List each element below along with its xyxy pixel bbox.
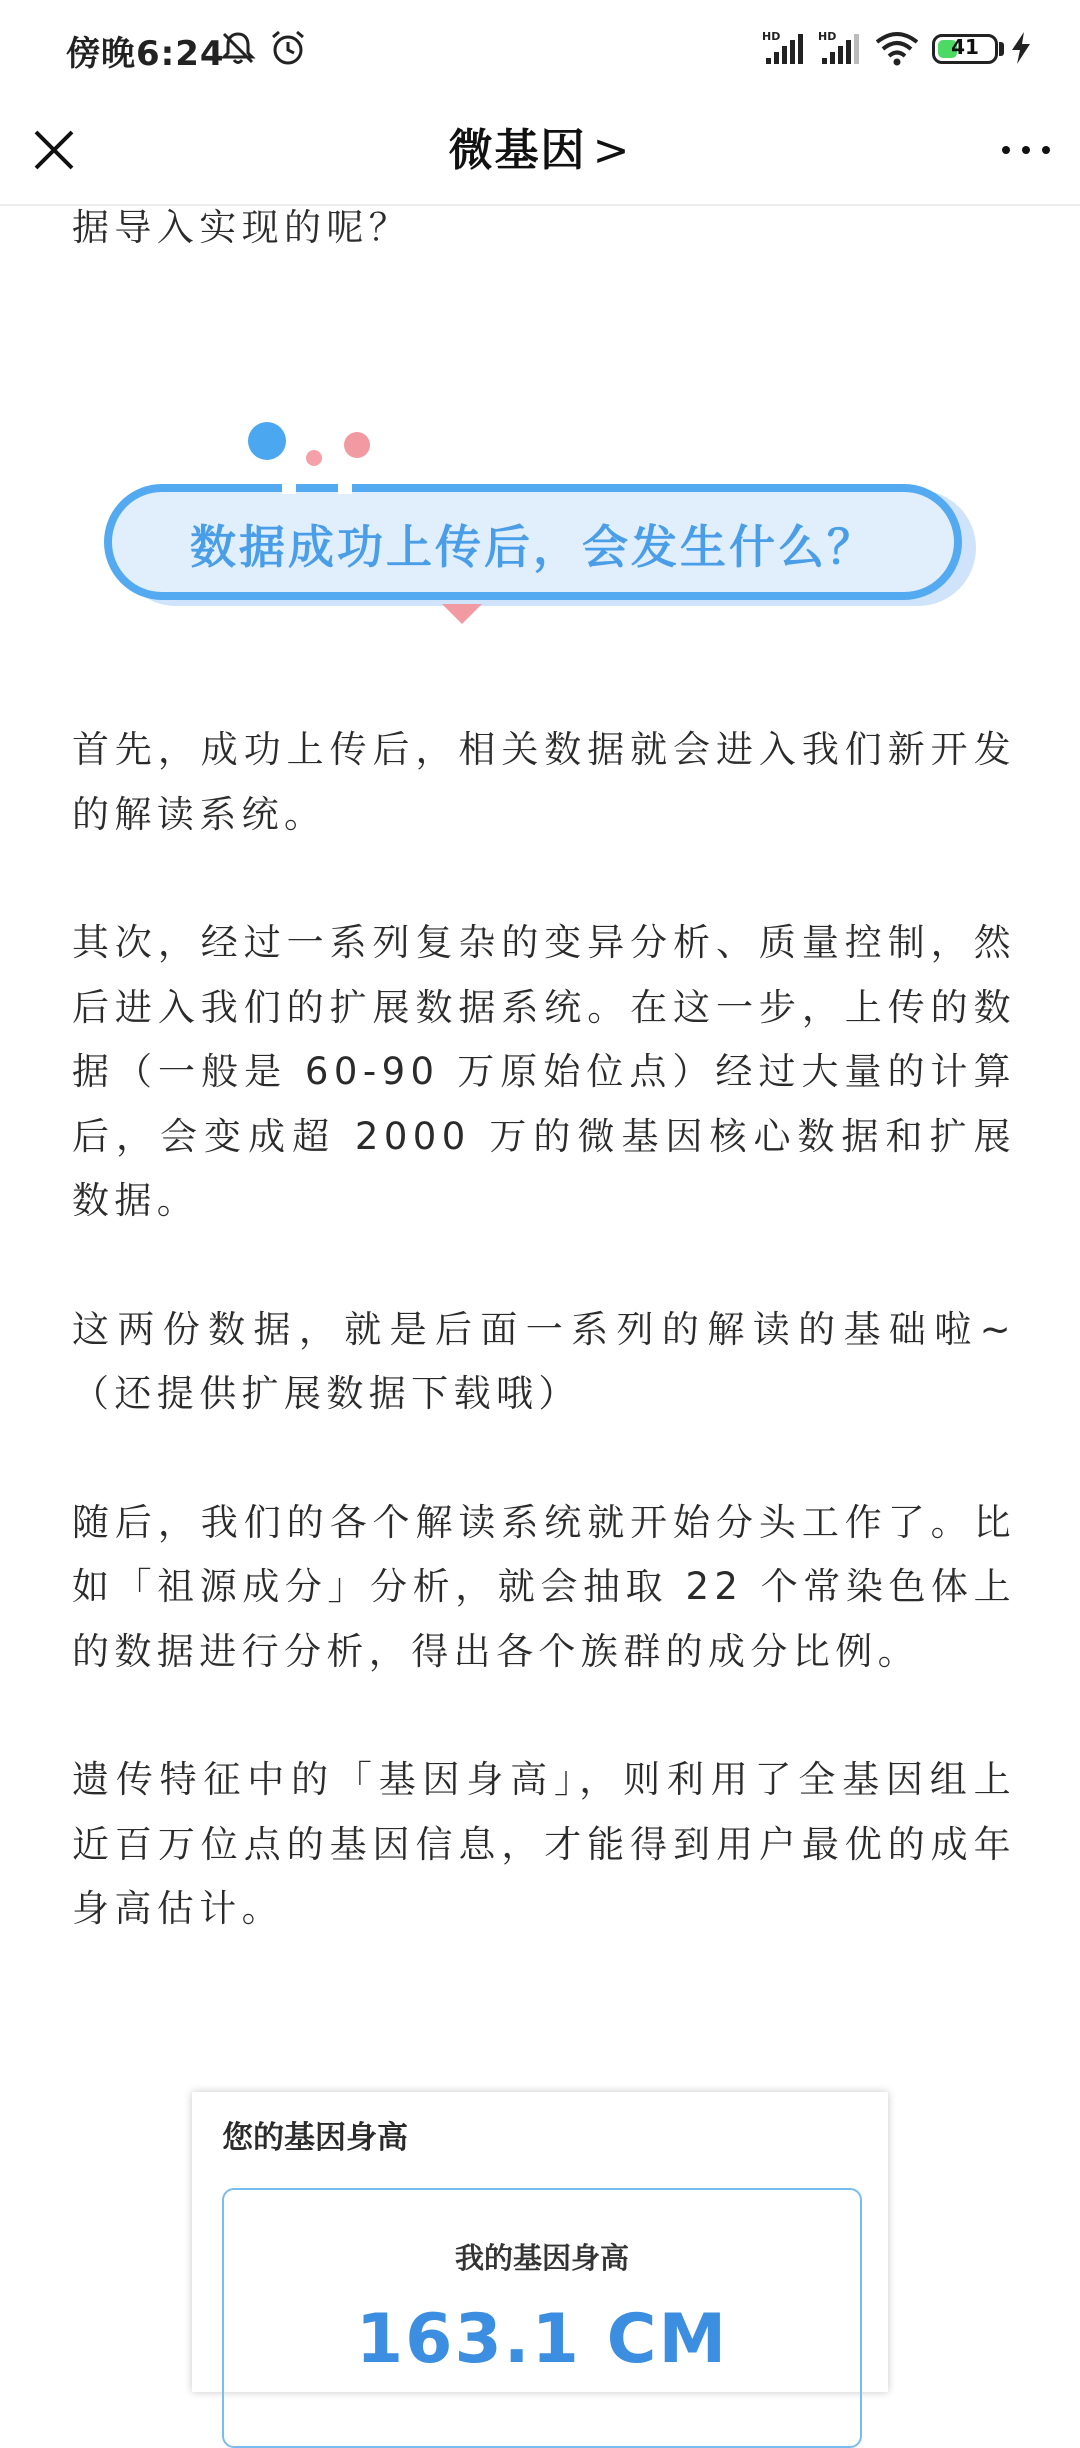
article-paragraph: 据导入实现的呢？ [72,206,412,249]
article-paragraph: 随后，我们的各个解读系统就开始分头工作了。比如「祖源成分」分析，就会抽取 22 个常染色体上的数据进行分析，得出各个族群的成分比例。 [72,1500,1016,1673]
banner-gap [338,484,352,494]
more-icon[interactable] [994,120,1058,180]
hd-signal-icon [818,28,864,68]
card-inner-panel [222,2188,862,2448]
card-title: 您的基因身高 [222,2120,408,2156]
banner-heading: 数据成功上传后，会发生什么？ [190,520,876,574]
decorative-dot [344,432,370,458]
status-time: 傍晚6:24 [66,34,225,74]
article-paragraph: 首先，成功上传后，相关数据就会进入我们新开发的解读系统。 [72,728,1016,836]
svg-text:HD: HD [762,30,781,43]
status-bar [0,0,1080,96]
hd-signal-icon [762,28,808,68]
decorative-dot [306,450,322,466]
account-name: 微基因 [448,125,587,176]
charging-icon [1008,28,1034,68]
gene-height-card-image [192,2092,888,2392]
article-section [72,718,1016,1942]
battery-cap [999,42,1004,56]
battery-icon [932,34,998,64]
svg-text:HD: HD [818,30,837,43]
section-banner [100,418,980,638]
gene-height-value: 163.1 CM [355,2300,729,2379]
decorative-dot [248,422,286,460]
chevron-right-icon: > [592,125,632,176]
banner-gap [282,484,296,494]
account-title[interactable] [0,114,1080,178]
card-inner-label: 我的基因身高 [454,2241,629,2275]
banner-pointer [442,604,482,624]
article-paragraph: 遗传特征中的「基因身高」，则利用了全基因组上近百万位点的基因信息，才能得到用户最优的成年身高估计。 [72,1758,1016,1930]
nav-bar [0,96,1080,206]
alarm-icon [268,28,308,68]
battery-level: 41 [951,35,979,59]
wifi-icon [874,28,920,68]
article-paragraph: 其次，经过一系列复杂的变异分析、质量控制，然后进入我们的扩展数据系统。在这一步，上传的数据（一般是 60-90 万原始位点）经过大量的计算后，会变成超 2000 万的微基因核心数据和扩展数据。 [72,921,1016,1222]
bell-off-icon [218,28,258,68]
article-paragraph: 这两份数据，就是后面一系列的解读的基础啦~（还提供扩展数据下载哦） [72,1307,1016,1415]
